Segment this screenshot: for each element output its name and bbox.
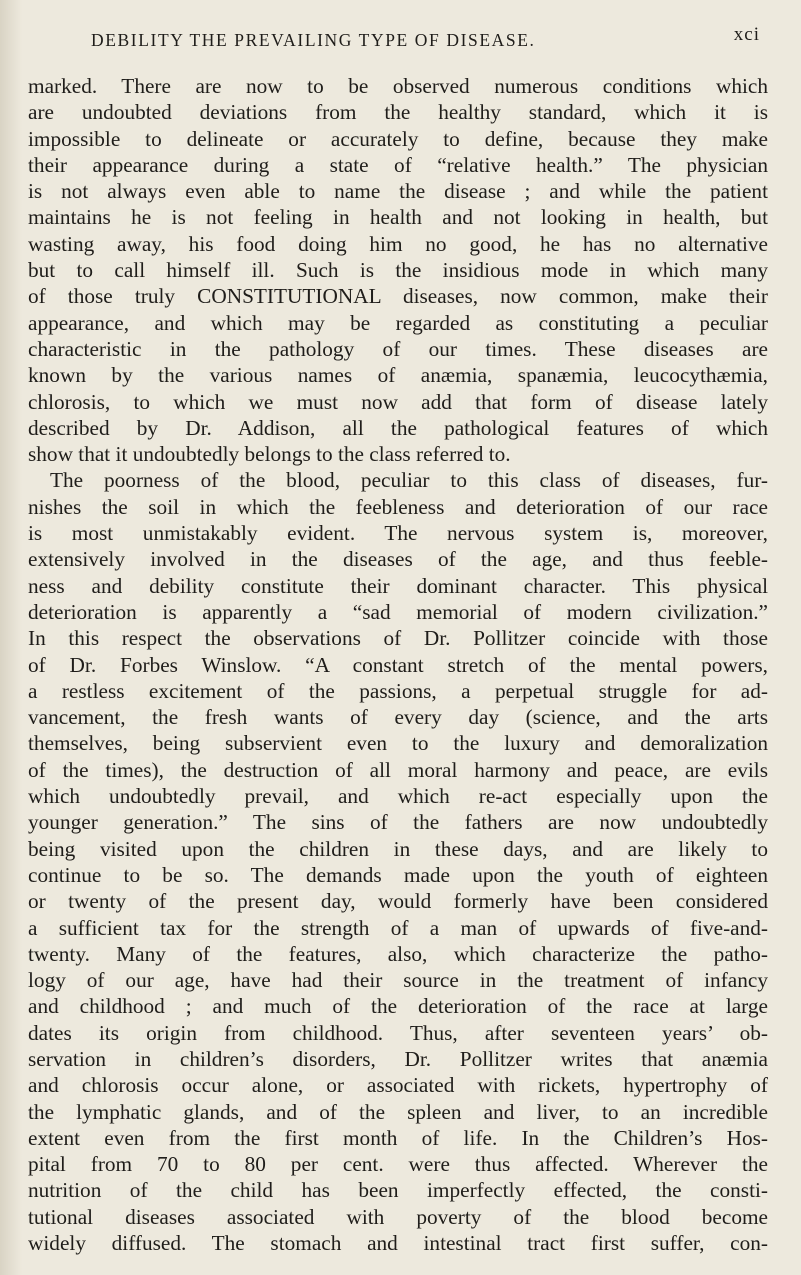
text-line: of the times), the destruction of all moral harmony and peace, are evils xyxy=(28,757,768,782)
text-line: impossible to delineate or accurately to define, because they make xyxy=(28,126,768,151)
text-line: nishes the soil in which the feebleness and deterioration of our race xyxy=(28,494,768,519)
text-line: extent even from the first month of life. In the Children’s Hos- xyxy=(28,1125,768,1150)
text-line: widely diffused. The stomach and intestinal tract first suffer, con- xyxy=(28,1231,768,1256)
text-line: logy of our age, have had their source in the treatment of infancy xyxy=(28,968,768,993)
text-line: continue to be so. The demands made upon the youth of eighteen xyxy=(28,862,768,887)
text-line: appearance, and which may be regarded as constituting a peculiar xyxy=(28,310,768,335)
text-line: the lymphatic glands, and of the spleen and liver, to an incredible xyxy=(28,1099,768,1124)
text-line: The poorness of the blood, peculiar to this class of diseases, fur- xyxy=(50,468,768,493)
text-line: known by the various names of anæmia, spanæmia, leucocythæmia, xyxy=(28,363,768,388)
text-line: their appearance during a state of “relative health.” The physician xyxy=(28,152,768,177)
text-line: is most unmistakably evident. The nervous system is, moreover, xyxy=(28,521,768,546)
page-number: xci xyxy=(733,24,760,45)
text-line: and chlorosis occur alone, or associated with rickets, hypertrophy of xyxy=(28,1073,768,1098)
text-line: show that it undoubtedly belongs to the class referred to. xyxy=(28,442,511,467)
running-head xyxy=(60,22,760,58)
text-line: of Dr. Forbes Winslow. “A constant stretch of the mental powers, xyxy=(28,652,768,677)
text-line: is not always even able to name the disease ; and while the patient xyxy=(28,179,768,204)
text-line: extensively involved in the diseases of the age, and thus feeble- xyxy=(28,547,768,572)
text-line: wasting away, his food doing him no good, he has no alternative xyxy=(28,231,768,256)
text-line: servation in children’s disorders, Dr. Pollitzer writes that anæmia xyxy=(28,1046,768,1071)
text-line: and childhood ; and much of the deterioration of the race at large xyxy=(28,994,768,1019)
binding-shadow xyxy=(0,0,22,1275)
text-line: deterioration is apparently a “sad memorial of modern civilization.” xyxy=(28,599,768,624)
text-line: twenty. Many of the features, also, which characterize the patho- xyxy=(28,941,768,966)
text-line: a restless excitement of the passions, a perpetual struggle for ad- xyxy=(28,678,768,703)
text-line: tutional diseases associated with poverty of the blood become xyxy=(28,1204,768,1229)
body-text xyxy=(28,73,768,1256)
text-line: In this respect the observations of Dr. Pollitzer coincide with those xyxy=(28,626,768,651)
text-line: themselves, being subservient even to the luxury and demoralization xyxy=(28,731,768,756)
text-line: marked. There are now to be observed numerous conditions which xyxy=(28,74,768,98)
text-line: which undoubtedly prevail, and which re-act especially upon the xyxy=(28,784,768,809)
text-line: described by Dr. Addison, all the pathological features of which xyxy=(28,415,768,440)
text-line: pital from 70 to 80 per cent. were thus affected. Wherever the xyxy=(28,1152,768,1177)
text-line: chlorosis, to which we must now add that form of disease lately xyxy=(28,389,768,414)
text-line: a sufficient tax for the strength of a man of upwards of five-and- xyxy=(28,915,768,940)
text-line: of those truly CONSTITUTIONAL diseases, now common, make their xyxy=(28,284,768,309)
running-title: DEBILITY THE PREVAILING TYPE OF DISEASE. xyxy=(91,30,536,50)
text-line: being visited upon the children in these days, and are likely to xyxy=(28,836,768,861)
text-line: characteristic in the pathology of our times. These diseases are xyxy=(28,336,768,361)
text-line: dates its origin from childhood. Thus, after seventeen years’ ob- xyxy=(28,1020,768,1045)
text-line: but to call himself ill. Such is the insidious mode in which many xyxy=(28,258,768,283)
text-line: ness and debility constitute their dominant character. This physical xyxy=(28,573,768,598)
text-line: maintains he is not feeling in health and not looking in health, but xyxy=(28,205,768,230)
text-line: vancement, the fresh wants of every day (science, and the arts xyxy=(28,705,768,730)
text-line: are undoubted deviations from the healthy standard, which it is xyxy=(28,100,768,125)
text-line: younger generation.” The sins of the fathers are now undoubtedly xyxy=(28,810,768,835)
text-line: or twenty of the present day, would formerly have been considered xyxy=(28,889,768,914)
text-line: nutrition of the child has been imperfectly effected, the consti- xyxy=(28,1178,768,1203)
